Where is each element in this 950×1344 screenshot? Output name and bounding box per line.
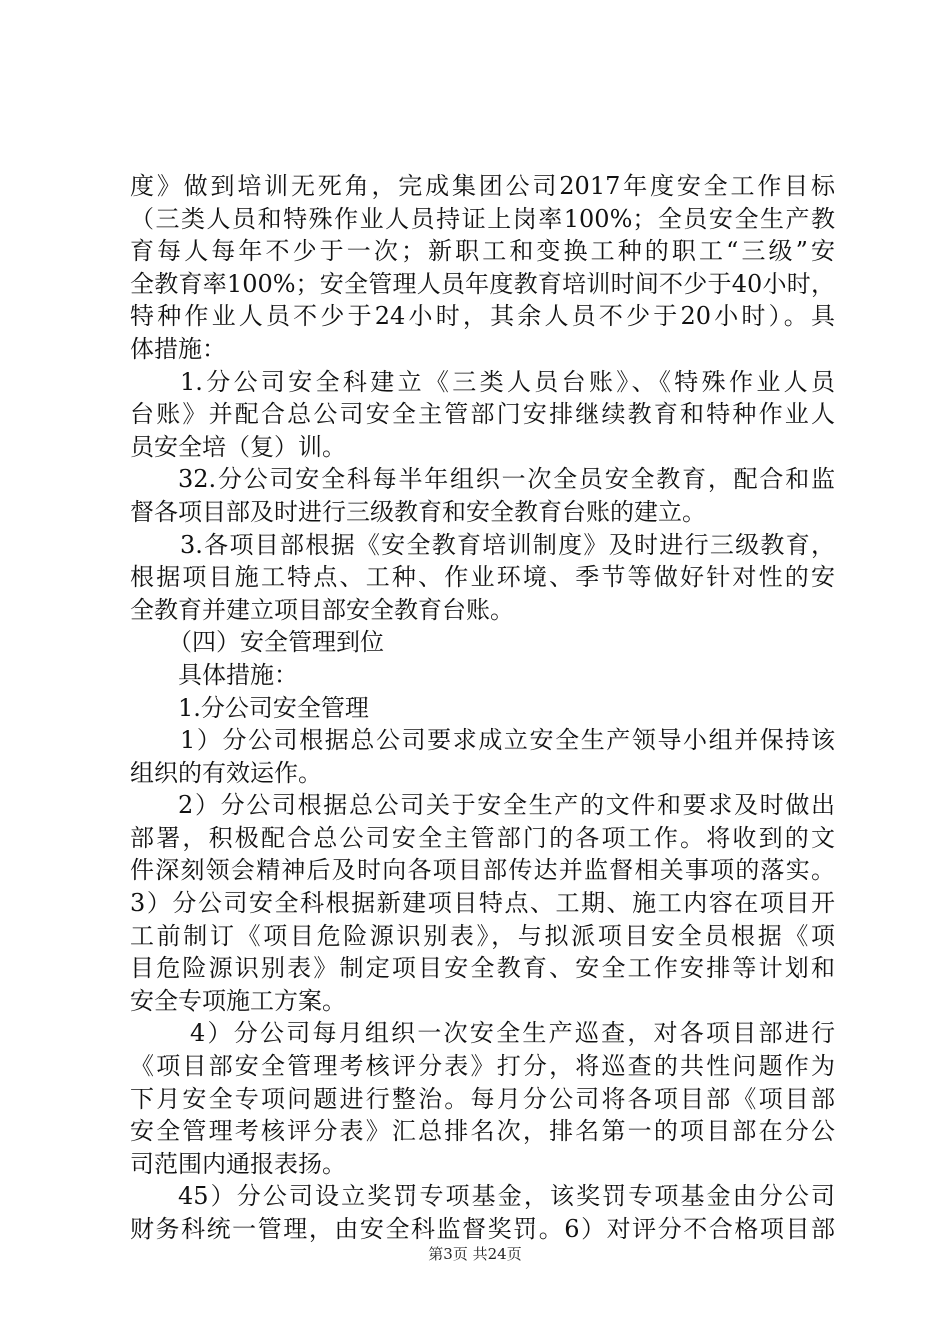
text-line: 1.分公司安全管理 (178, 693, 369, 722)
text-line: 育每人每年不少于一次；新职工和变换工种的职工“三级”安 (130, 237, 835, 266)
text-line: 部署，积极配合总公司安全主管部门的各项工作。将收到的文 (130, 823, 835, 852)
text-line: （三类人员和特殊作业人员持证上岗率100%；全员安全生产教 (130, 204, 835, 233)
text-line: 32.分公司安全科每半年组织一次全员安全教育，配合和监 (178, 465, 835, 494)
text-line: 组织的有效运作。 (130, 758, 322, 787)
text-line: 3）分公司安全科根据新建项目特点、工期、施工内容在项目开 (130, 889, 835, 918)
page-footer: 第3页 共24页 (428, 1245, 522, 1263)
document-body (130, 170, 835, 1246)
text-line: 4）分公司每月组织一次安全生产巡查，对各项目部进行 (190, 1019, 835, 1048)
text-line: 安全管理考核评分表》汇总排名次，排名第一的项目部在分公 (130, 1117, 835, 1146)
text-line: 3.各项目部根据《安全教育培训制度》及时进行三级教育， (180, 530, 835, 559)
text-line: 工前制订《项目危险源识别表》，与拟派项目安全员根据《项 (130, 921, 835, 950)
text-line: 司范围内通报表扬。 (130, 1149, 346, 1178)
text-line: 45）分公司设立奖罚专项基金，该奖罚专项基金由分公司 (178, 1182, 835, 1211)
text-line: 体措施： (130, 334, 226, 363)
text-line: 2）分公司根据总公司关于安全生产的文件和要求及时做出 (178, 791, 835, 820)
text-line: 安全专项施工方案。 (130, 986, 346, 1015)
text-line: 督各项目部及时进行三级教育和安全教育台账的建立。 (130, 497, 706, 526)
text-line: （四）安全管理到位 (168, 628, 384, 657)
text-line: 1.分公司安全科建立《三类人员台账》、《特殊作业人员 (180, 367, 835, 396)
text-line: 全教育并建立项目部安全教育台账。 (130, 595, 514, 624)
text-line: 件深刻领会精神后及时向各项目部传达并监督相关事项的落实。 (130, 856, 835, 885)
text-line: 目危险源识别表》制定项目安全教育、安全工作安排等计划和 (130, 954, 835, 983)
text-line: 财务科统一管理，由安全科监督奖罚。6）对评分不合格项目部 (130, 1215, 835, 1243)
text-line: 度》做到培训无死角，完成集团公司2017年度安全工作目标 (130, 172, 835, 200)
text-line: 1）分公司根据总公司要求成立安全生产领导小组并保持该 (180, 726, 835, 755)
text-line: 员安全培（复）训。 (130, 432, 346, 461)
text-line: 《项目部安全管理考核评分表》打分，将巡查的共性问题作为 (130, 1052, 835, 1081)
text-line: 特种作业人员不少于24小时，其余人员不少于20小时）。具 (130, 302, 835, 331)
text-line: 台账》并配合总公司安全主管部门安排继续教育和特种作业人 (130, 400, 835, 429)
text-line: 具体措施： (178, 660, 298, 689)
text-line: 根据项目施工特点、工种、作业环境、季节等做好针对性的安 (130, 563, 835, 592)
text-line: 全教育率100%；安全管理人员年度教育培训时间不少于40小时， (130, 269, 835, 298)
text-line: 下月安全专项问题进行整治。每月分公司将各项目部《项目部 (130, 1084, 835, 1113)
